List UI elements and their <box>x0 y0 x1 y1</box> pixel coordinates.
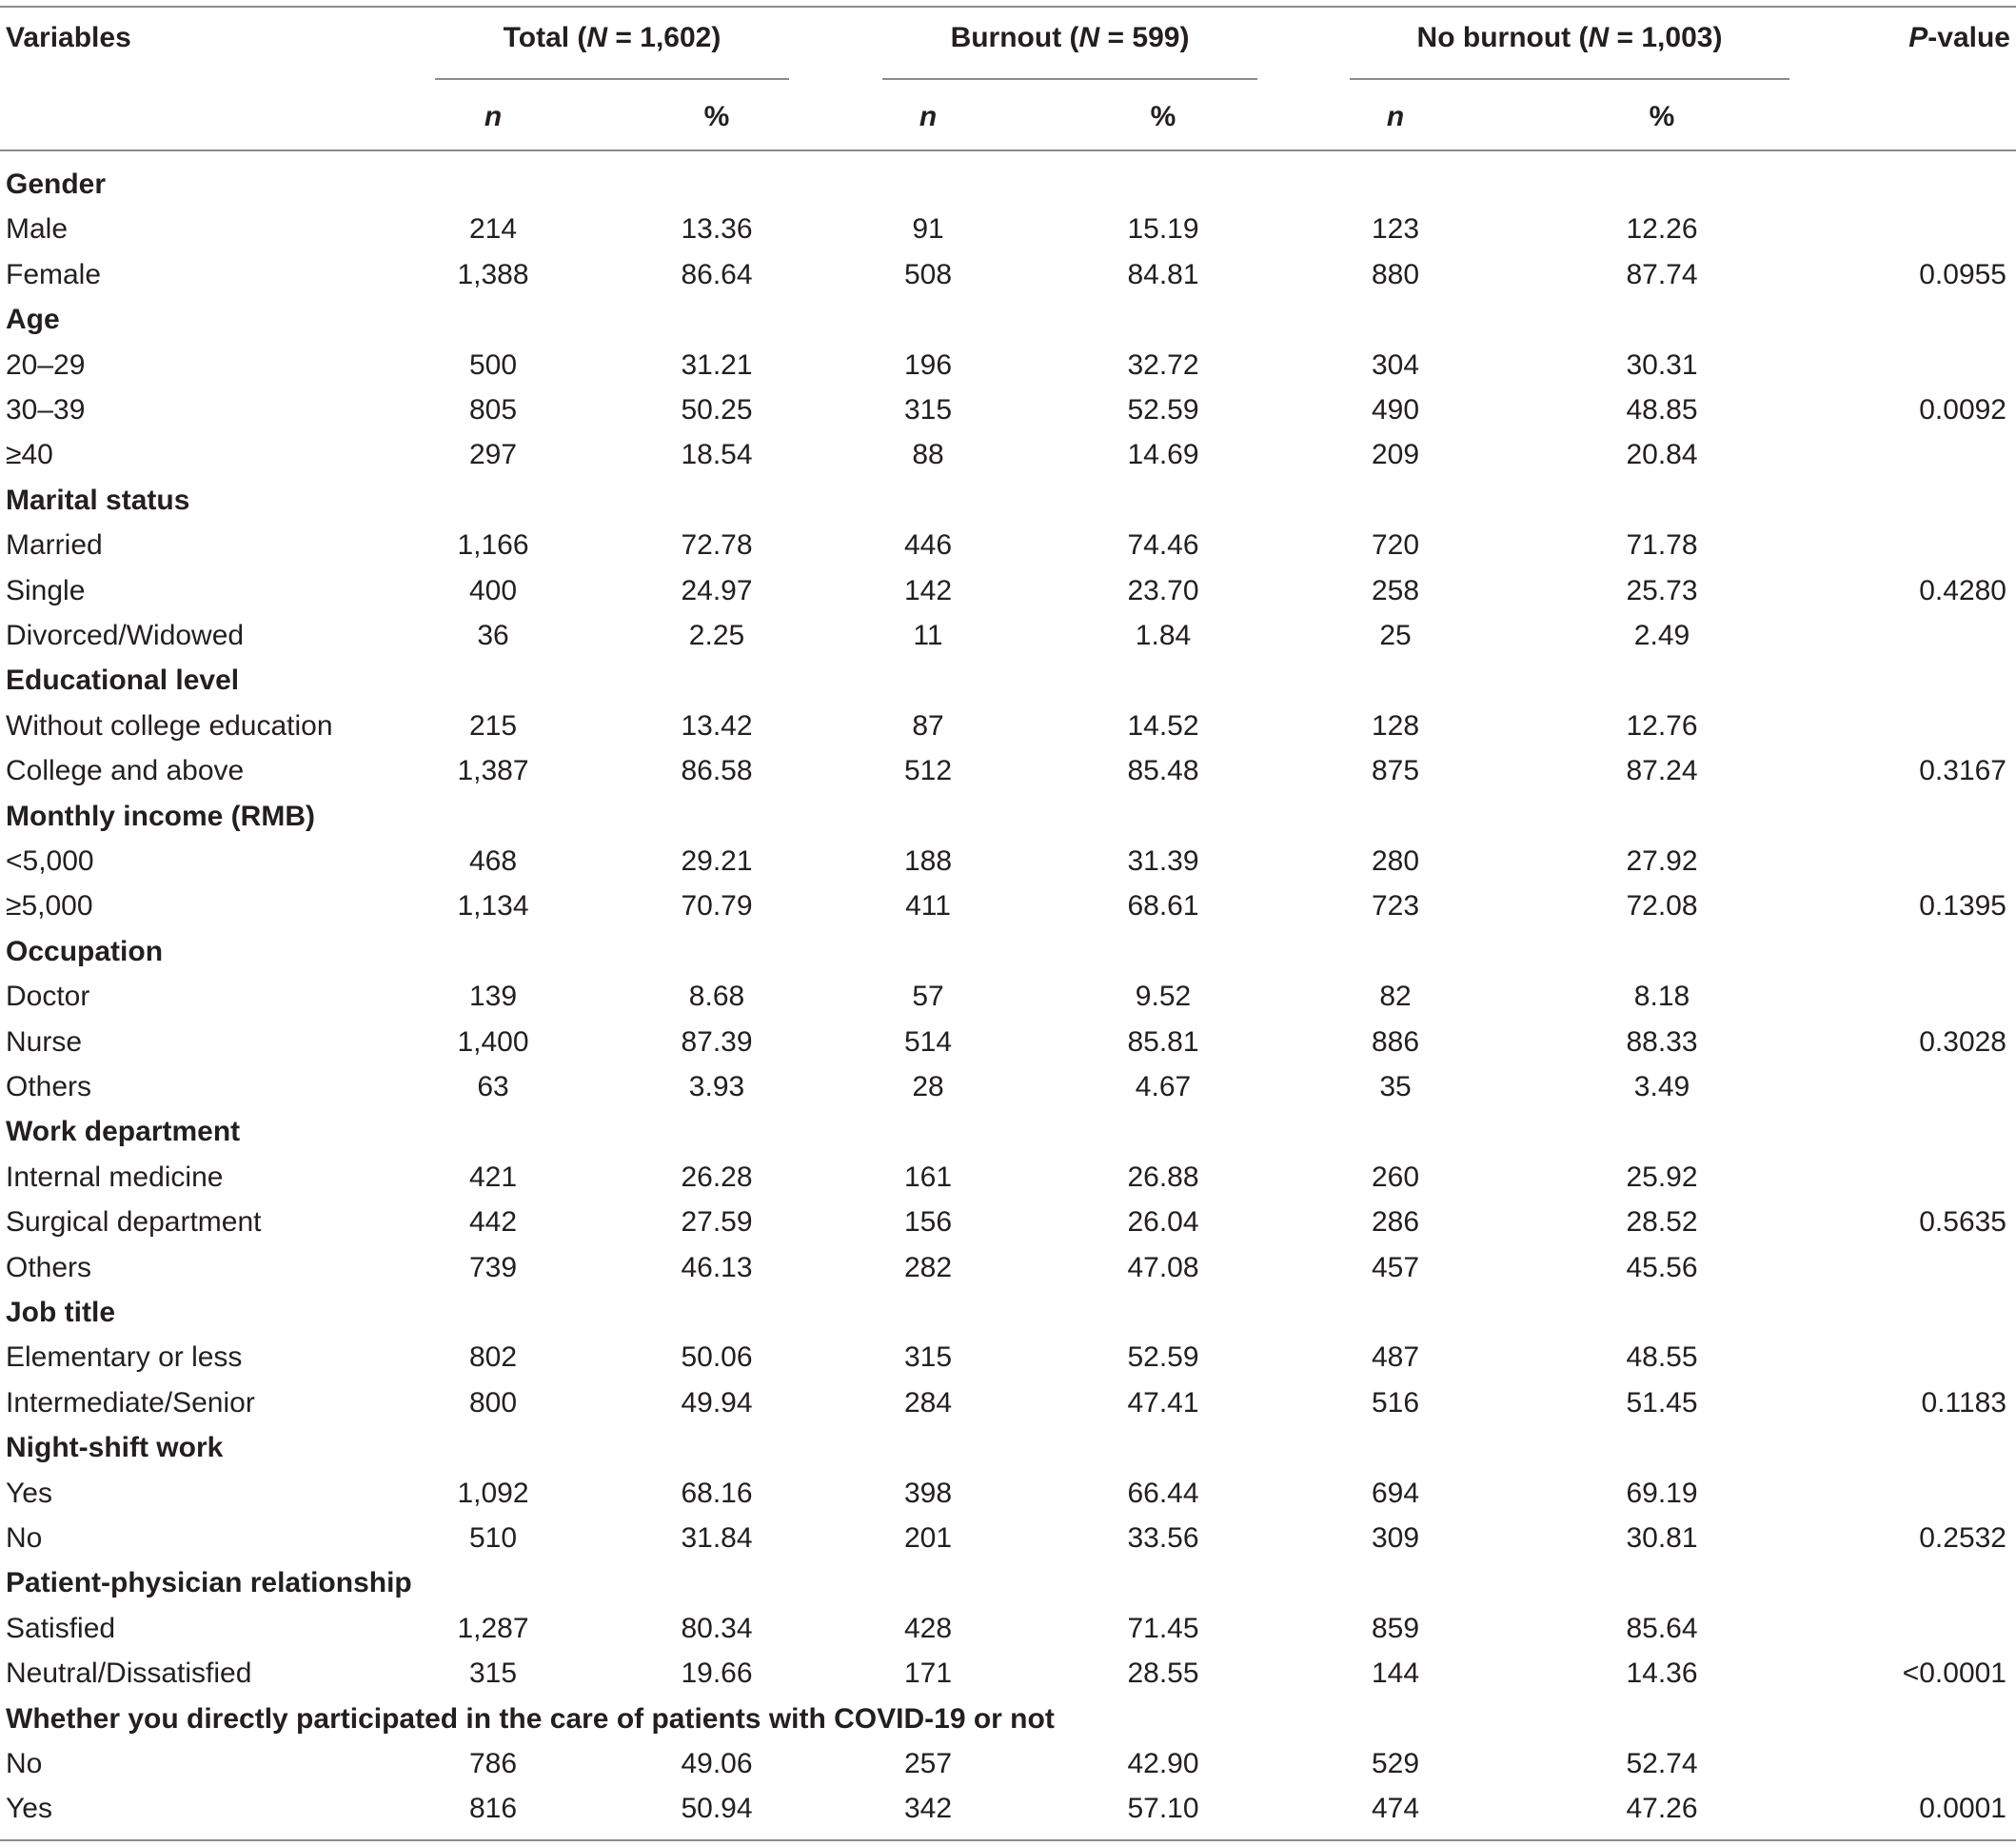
cell-total-n: 1,287 <box>457 1613 529 1644</box>
cell-burnout-n: 28 <box>912 1071 944 1102</box>
row-label: Elementary or less <box>6 1341 243 1373</box>
cell-noburnout-n: 260 <box>1371 1161 1420 1193</box>
cell-noburnout-pct: 8.18 <box>1633 981 1690 1012</box>
cell-noburnout-pct: 14.36 <box>1626 1657 1698 1689</box>
row-label: 20–29 <box>6 349 86 381</box>
cell-noburnout-n: 309 <box>1371 1522 1420 1554</box>
cell-burnout-n: 57 <box>912 981 944 1012</box>
cell-burnout-pct: 85.48 <box>1127 755 1199 786</box>
cell-pvalue: 0.5635 <box>1919 1206 2006 1238</box>
category-label: Age <box>6 304 60 335</box>
cell-total-n: 139 <box>468 981 518 1012</box>
cell-total-pct: 13.42 <box>681 710 753 742</box>
cell-burnout-pct: 66.44 <box>1127 1478 1199 1509</box>
cell-noburnout-pct: 3.49 <box>1633 1071 1690 1102</box>
cell-noburnout-n: 723 <box>1371 890 1420 922</box>
category-label: Monthly income (RMB) <box>6 801 315 832</box>
subheader-burnout-pct: % <box>1150 101 1176 132</box>
noburnout-group-underline <box>1350 78 1789 80</box>
cell-burnout-pct: 52.59 <box>1127 1341 1199 1373</box>
cell-total-pct: 29.21 <box>681 845 753 877</box>
cell-total-n: 510 <box>468 1522 518 1554</box>
cell-noburnout-pct: 12.26 <box>1626 213 1698 245</box>
cell-total-n: 468 <box>468 845 518 877</box>
row-label: Satisfied <box>6 1613 116 1644</box>
cell-noburnout-n: 880 <box>1371 259 1420 290</box>
cell-total-pct: 50.25 <box>681 394 753 426</box>
cell-total-pct: 68.16 <box>681 1478 753 1509</box>
cell-total-n: 442 <box>468 1206 518 1238</box>
cell-burnout-n: 87 <box>912 710 944 742</box>
cell-noburnout-n: 35 <box>1379 1071 1412 1102</box>
row-label: Married <box>6 529 103 561</box>
cell-noburnout-pct: 52.74 <box>1626 1748 1698 1779</box>
cell-total-n: 215 <box>468 710 518 742</box>
cell-burnout-n: 11 <box>913 620 943 651</box>
cell-total-n: 800 <box>468 1387 518 1419</box>
row-label: Neutral/Dissatisfied <box>6 1657 252 1689</box>
header-rule <box>0 149 2016 151</box>
cell-noburnout-pct: 71.78 <box>1626 529 1698 561</box>
cell-pvalue: 0.0092 <box>1919 394 2006 426</box>
row-label: Others <box>6 1071 92 1102</box>
row-label: No <box>6 1522 43 1554</box>
row-label: <5,000 <box>6 845 94 877</box>
cell-burnout-pct: 71.45 <box>1127 1613 1199 1644</box>
cell-burnout-n: 514 <box>903 1026 953 1058</box>
cell-total-pct: 70.79 <box>681 890 753 922</box>
cell-burnout-pct: 9.52 <box>1135 981 1192 1012</box>
cell-burnout-pct: 1.84 <box>1135 620 1192 651</box>
cell-noburnout-n: 474 <box>1371 1793 1420 1824</box>
row-label: ≥40 <box>6 439 53 470</box>
cell-noburnout-pct: 20.84 <box>1626 439 1698 470</box>
cell-noburnout-pct: 51.45 <box>1626 1387 1698 1419</box>
row-label: Doctor <box>6 981 90 1012</box>
cell-burnout-pct: 33.56 <box>1127 1522 1199 1554</box>
cell-burnout-pct: 23.70 <box>1127 575 1199 606</box>
cell-noburnout-pct: 85.64 <box>1626 1613 1698 1644</box>
cell-noburnout-pct: 27.92 <box>1626 845 1698 877</box>
cell-total-n: 739 <box>468 1252 518 1283</box>
cell-total-pct: 24.97 <box>681 575 753 606</box>
cell-burnout-n: 161 <box>903 1161 953 1193</box>
cell-noburnout-pct: 45.56 <box>1626 1252 1698 1283</box>
cell-noburnout-n: 144 <box>1371 1657 1420 1689</box>
header-pvalue: P-value <box>1908 22 2010 53</box>
cell-burnout-n: 282 <box>903 1252 953 1283</box>
cell-burnout-n: 188 <box>903 845 953 877</box>
total-group-underline <box>435 78 789 80</box>
cell-total-n: 1,388 <box>457 259 529 290</box>
cell-burnout-pct: 14.52 <box>1127 710 1199 742</box>
cell-noburnout-pct: 72.08 <box>1626 890 1698 922</box>
cell-burnout-pct: 28.55 <box>1127 1657 1199 1689</box>
cell-total-pct: 18.54 <box>681 439 753 470</box>
category-label: Night-shift work <box>6 1432 224 1463</box>
cell-burnout-pct: 68.61 <box>1127 890 1199 922</box>
category-label: Job title <box>6 1297 116 1328</box>
cell-burnout-pct: 31.39 <box>1127 845 1199 877</box>
cell-total-n: 400 <box>468 575 518 606</box>
cell-total-pct: 86.58 <box>681 755 753 786</box>
cell-total-n: 1,166 <box>457 529 529 561</box>
cell-noburnout-pct: 25.73 <box>1626 575 1698 606</box>
cell-noburnout-pct: 25.92 <box>1626 1161 1698 1193</box>
cell-pvalue: 0.0001 <box>1919 1793 2006 1824</box>
cell-burnout-n: 428 <box>903 1613 953 1644</box>
cell-total-pct: 13.36 <box>681 213 753 245</box>
cell-burnout-n: 446 <box>903 529 953 561</box>
category-label: Patient-physician relationship <box>6 1567 412 1598</box>
cell-total-pct: 8.68 <box>688 981 745 1012</box>
cell-burnout-n: 512 <box>903 755 953 786</box>
cell-total-pct: 49.06 <box>681 1748 753 1779</box>
cell-total-pct: 50.06 <box>681 1341 753 1373</box>
row-label: ≥5,000 <box>6 890 93 922</box>
row-label: College and above <box>6 755 245 786</box>
cell-burnout-pct: 4.67 <box>1135 1071 1192 1102</box>
cell-total-pct: 87.39 <box>681 1026 753 1058</box>
cell-noburnout-pct: 12.76 <box>1626 710 1698 742</box>
cell-burnout-pct: 74.46 <box>1127 529 1199 561</box>
cell-total-pct: 86.64 <box>681 259 753 290</box>
row-label: Nurse <box>6 1026 83 1058</box>
cell-noburnout-n: 886 <box>1371 1026 1420 1058</box>
cell-burnout-pct: 57.10 <box>1127 1793 1199 1824</box>
header-variables: Variables <box>6 22 131 53</box>
category-label: Gender <box>6 169 107 200</box>
subheader-noburnout-pct: % <box>1649 101 1675 132</box>
cell-pvalue: 0.0955 <box>1919 259 2006 290</box>
subheader-noburnout-n: n <box>1386 101 1405 132</box>
cell-noburnout-n: 280 <box>1371 845 1420 877</box>
cell-burnout-n: 171 <box>903 1657 953 1689</box>
cell-total-pct: 49.94 <box>681 1387 753 1419</box>
cell-burnout-n: 411 <box>905 890 951 922</box>
header-group-burnout: Burnout (N = 599) <box>950 22 1190 53</box>
cell-total-n: 421 <box>468 1161 518 1193</box>
category-label: Whether you directly participated in the care of patients with COVID-19 or not <box>6 1703 1055 1735</box>
top-rule <box>0 6 2016 8</box>
category-label: Marital status <box>6 485 190 516</box>
cell-noburnout-n: 123 <box>1371 213 1420 245</box>
cell-pvalue: 0.1183 <box>1921 1387 2006 1419</box>
cell-total-pct: 27.59 <box>681 1206 753 1238</box>
cell-noburnout-n: 720 <box>1371 529 1420 561</box>
cell-noburnout-n: 529 <box>1371 1748 1420 1779</box>
subheader-total-pct: % <box>703 101 730 132</box>
cell-noburnout-n: 694 <box>1371 1478 1420 1509</box>
cell-noburnout-n: 128 <box>1371 710 1420 742</box>
cell-noburnout-pct: 2.49 <box>1633 620 1690 651</box>
subheader-total-n: n <box>484 101 503 132</box>
row-label: Others <box>6 1252 92 1283</box>
cell-noburnout-pct: 47.26 <box>1626 1793 1698 1824</box>
row-label: Yes <box>6 1478 52 1509</box>
cell-pvalue: 0.2532 <box>1919 1522 2006 1554</box>
cell-burnout-pct: 15.19 <box>1127 213 1199 245</box>
cell-total-pct: 2.25 <box>688 620 745 651</box>
cell-burnout-n: 315 <box>903 394 953 426</box>
cell-total-pct: 31.84 <box>681 1522 753 1554</box>
bottom-rule <box>0 1839 2016 1841</box>
row-label: Without college education <box>6 710 333 742</box>
burnout-group-underline <box>882 78 1257 80</box>
category-label: Educational level <box>6 665 240 696</box>
cell-noburnout-n: 490 <box>1371 394 1420 426</box>
cell-total-n: 63 <box>477 1071 509 1102</box>
row-label: Internal medicine <box>6 1161 224 1193</box>
cell-total-n: 786 <box>468 1748 518 1779</box>
cell-noburnout-pct: 88.33 <box>1626 1026 1698 1058</box>
row-label: Intermediate/Senior <box>6 1387 255 1419</box>
cell-burnout-n: 88 <box>912 439 944 470</box>
cell-noburnout-n: 258 <box>1371 575 1420 606</box>
cell-burnout-n: 201 <box>903 1522 953 1554</box>
cell-noburnout-n: 25 <box>1379 620 1412 651</box>
cell-pvalue: 0.3167 <box>1919 755 2006 786</box>
row-label: Female <box>6 259 102 290</box>
cell-noburnout-n: 875 <box>1371 755 1420 786</box>
category-label: Work department <box>6 1116 241 1147</box>
row-label: No <box>6 1748 43 1779</box>
cell-burnout-n: 508 <box>903 259 953 290</box>
cell-noburnout-n: 516 <box>1371 1387 1420 1419</box>
cell-total-n: 1,387 <box>457 755 529 786</box>
category-label: Occupation <box>6 936 164 967</box>
cell-burnout-pct: 84.81 <box>1127 259 1199 290</box>
cell-total-n: 214 <box>468 213 518 245</box>
cell-burnout-n: 284 <box>903 1387 953 1419</box>
cell-total-pct: 80.34 <box>681 1613 753 1644</box>
cell-total-n: 36 <box>477 620 509 651</box>
cell-burnout-pct: 47.08 <box>1127 1252 1199 1283</box>
cell-total-n: 1,092 <box>457 1478 529 1509</box>
cell-burnout-pct: 26.04 <box>1127 1206 1199 1238</box>
cell-noburnout-pct: 48.85 <box>1626 394 1698 426</box>
row-label: Surgical department <box>6 1206 262 1238</box>
cell-noburnout-pct: 30.31 <box>1626 349 1698 381</box>
row-label: Single <box>6 575 86 606</box>
row-label: Male <box>6 213 69 245</box>
cell-burnout-pct: 52.59 <box>1127 394 1199 426</box>
row-label: 30–39 <box>6 394 86 426</box>
cell-noburnout-pct: 30.81 <box>1626 1522 1698 1554</box>
cell-burnout-n: 196 <box>903 349 953 381</box>
header-group-noburnout: No burnout (N = 1,003) <box>1416 22 1723 53</box>
cell-burnout-n: 315 <box>903 1341 953 1373</box>
cell-burnout-pct: 85.81 <box>1127 1026 1199 1058</box>
subheader-burnout-n: n <box>919 101 938 132</box>
cell-pvalue: 0.1395 <box>1919 890 2006 922</box>
cell-total-n: 816 <box>468 1793 518 1824</box>
row-label: Divorced/Widowed <box>6 620 245 651</box>
header-group-total: Total (N = 1,602) <box>503 22 721 53</box>
cell-total-pct: 72.78 <box>681 529 753 561</box>
cell-total-pct: 19.66 <box>681 1657 753 1689</box>
cell-total-n: 1,134 <box>457 890 529 922</box>
cell-total-pct: 26.28 <box>681 1161 753 1193</box>
cell-total-pct: 3.93 <box>688 1071 745 1102</box>
cell-pvalue: <0.0001 <box>1902 1657 2006 1689</box>
cell-noburnout-n: 859 <box>1371 1613 1420 1644</box>
cell-noburnout-pct: 69.19 <box>1626 1478 1698 1509</box>
cell-noburnout-n: 457 <box>1371 1252 1420 1283</box>
cell-pvalue: 0.3028 <box>1919 1026 2006 1058</box>
cell-total-n: 315 <box>468 1657 518 1689</box>
cell-noburnout-n: 286 <box>1371 1206 1420 1238</box>
cell-total-n: 802 <box>468 1341 518 1373</box>
cell-burnout-n: 142 <box>903 575 953 606</box>
cell-burnout-pct: 42.90 <box>1127 1748 1199 1779</box>
cell-total-n: 297 <box>468 439 518 470</box>
cell-total-pct: 50.94 <box>681 1793 753 1824</box>
cell-total-pct: 31.21 <box>681 349 753 381</box>
cell-burnout-pct: 47.41 <box>1127 1387 1199 1419</box>
cell-noburnout-n: 304 <box>1371 349 1420 381</box>
cell-total-n: 1,400 <box>457 1026 529 1058</box>
cell-total-pct: 46.13 <box>681 1252 753 1283</box>
cell-noburnout-pct: 87.24 <box>1626 755 1698 786</box>
cell-pvalue: 0.4280 <box>1919 575 2006 606</box>
cell-burnout-pct: 32.72 <box>1127 349 1199 381</box>
cell-burnout-n: 257 <box>903 1748 953 1779</box>
cell-noburnout-n: 82 <box>1379 981 1412 1012</box>
cell-noburnout-pct: 87.74 <box>1626 259 1698 290</box>
cell-total-n: 500 <box>468 349 518 381</box>
cell-burnout-n: 398 <box>903 1478 953 1509</box>
cell-burnout-pct: 14.69 <box>1127 439 1199 470</box>
row-label: Yes <box>6 1793 52 1824</box>
cell-noburnout-n: 209 <box>1371 439 1420 470</box>
cell-noburnout-n: 487 <box>1371 1341 1420 1373</box>
cell-burnout-n: 156 <box>903 1206 953 1238</box>
cell-noburnout-pct: 28.52 <box>1626 1206 1698 1238</box>
cell-burnout-n: 342 <box>903 1793 953 1824</box>
cell-total-n: 805 <box>468 394 518 426</box>
cell-noburnout-pct: 48.55 <box>1626 1341 1698 1373</box>
cell-burnout-pct: 26.88 <box>1127 1161 1199 1193</box>
cell-burnout-n: 91 <box>912 213 944 245</box>
